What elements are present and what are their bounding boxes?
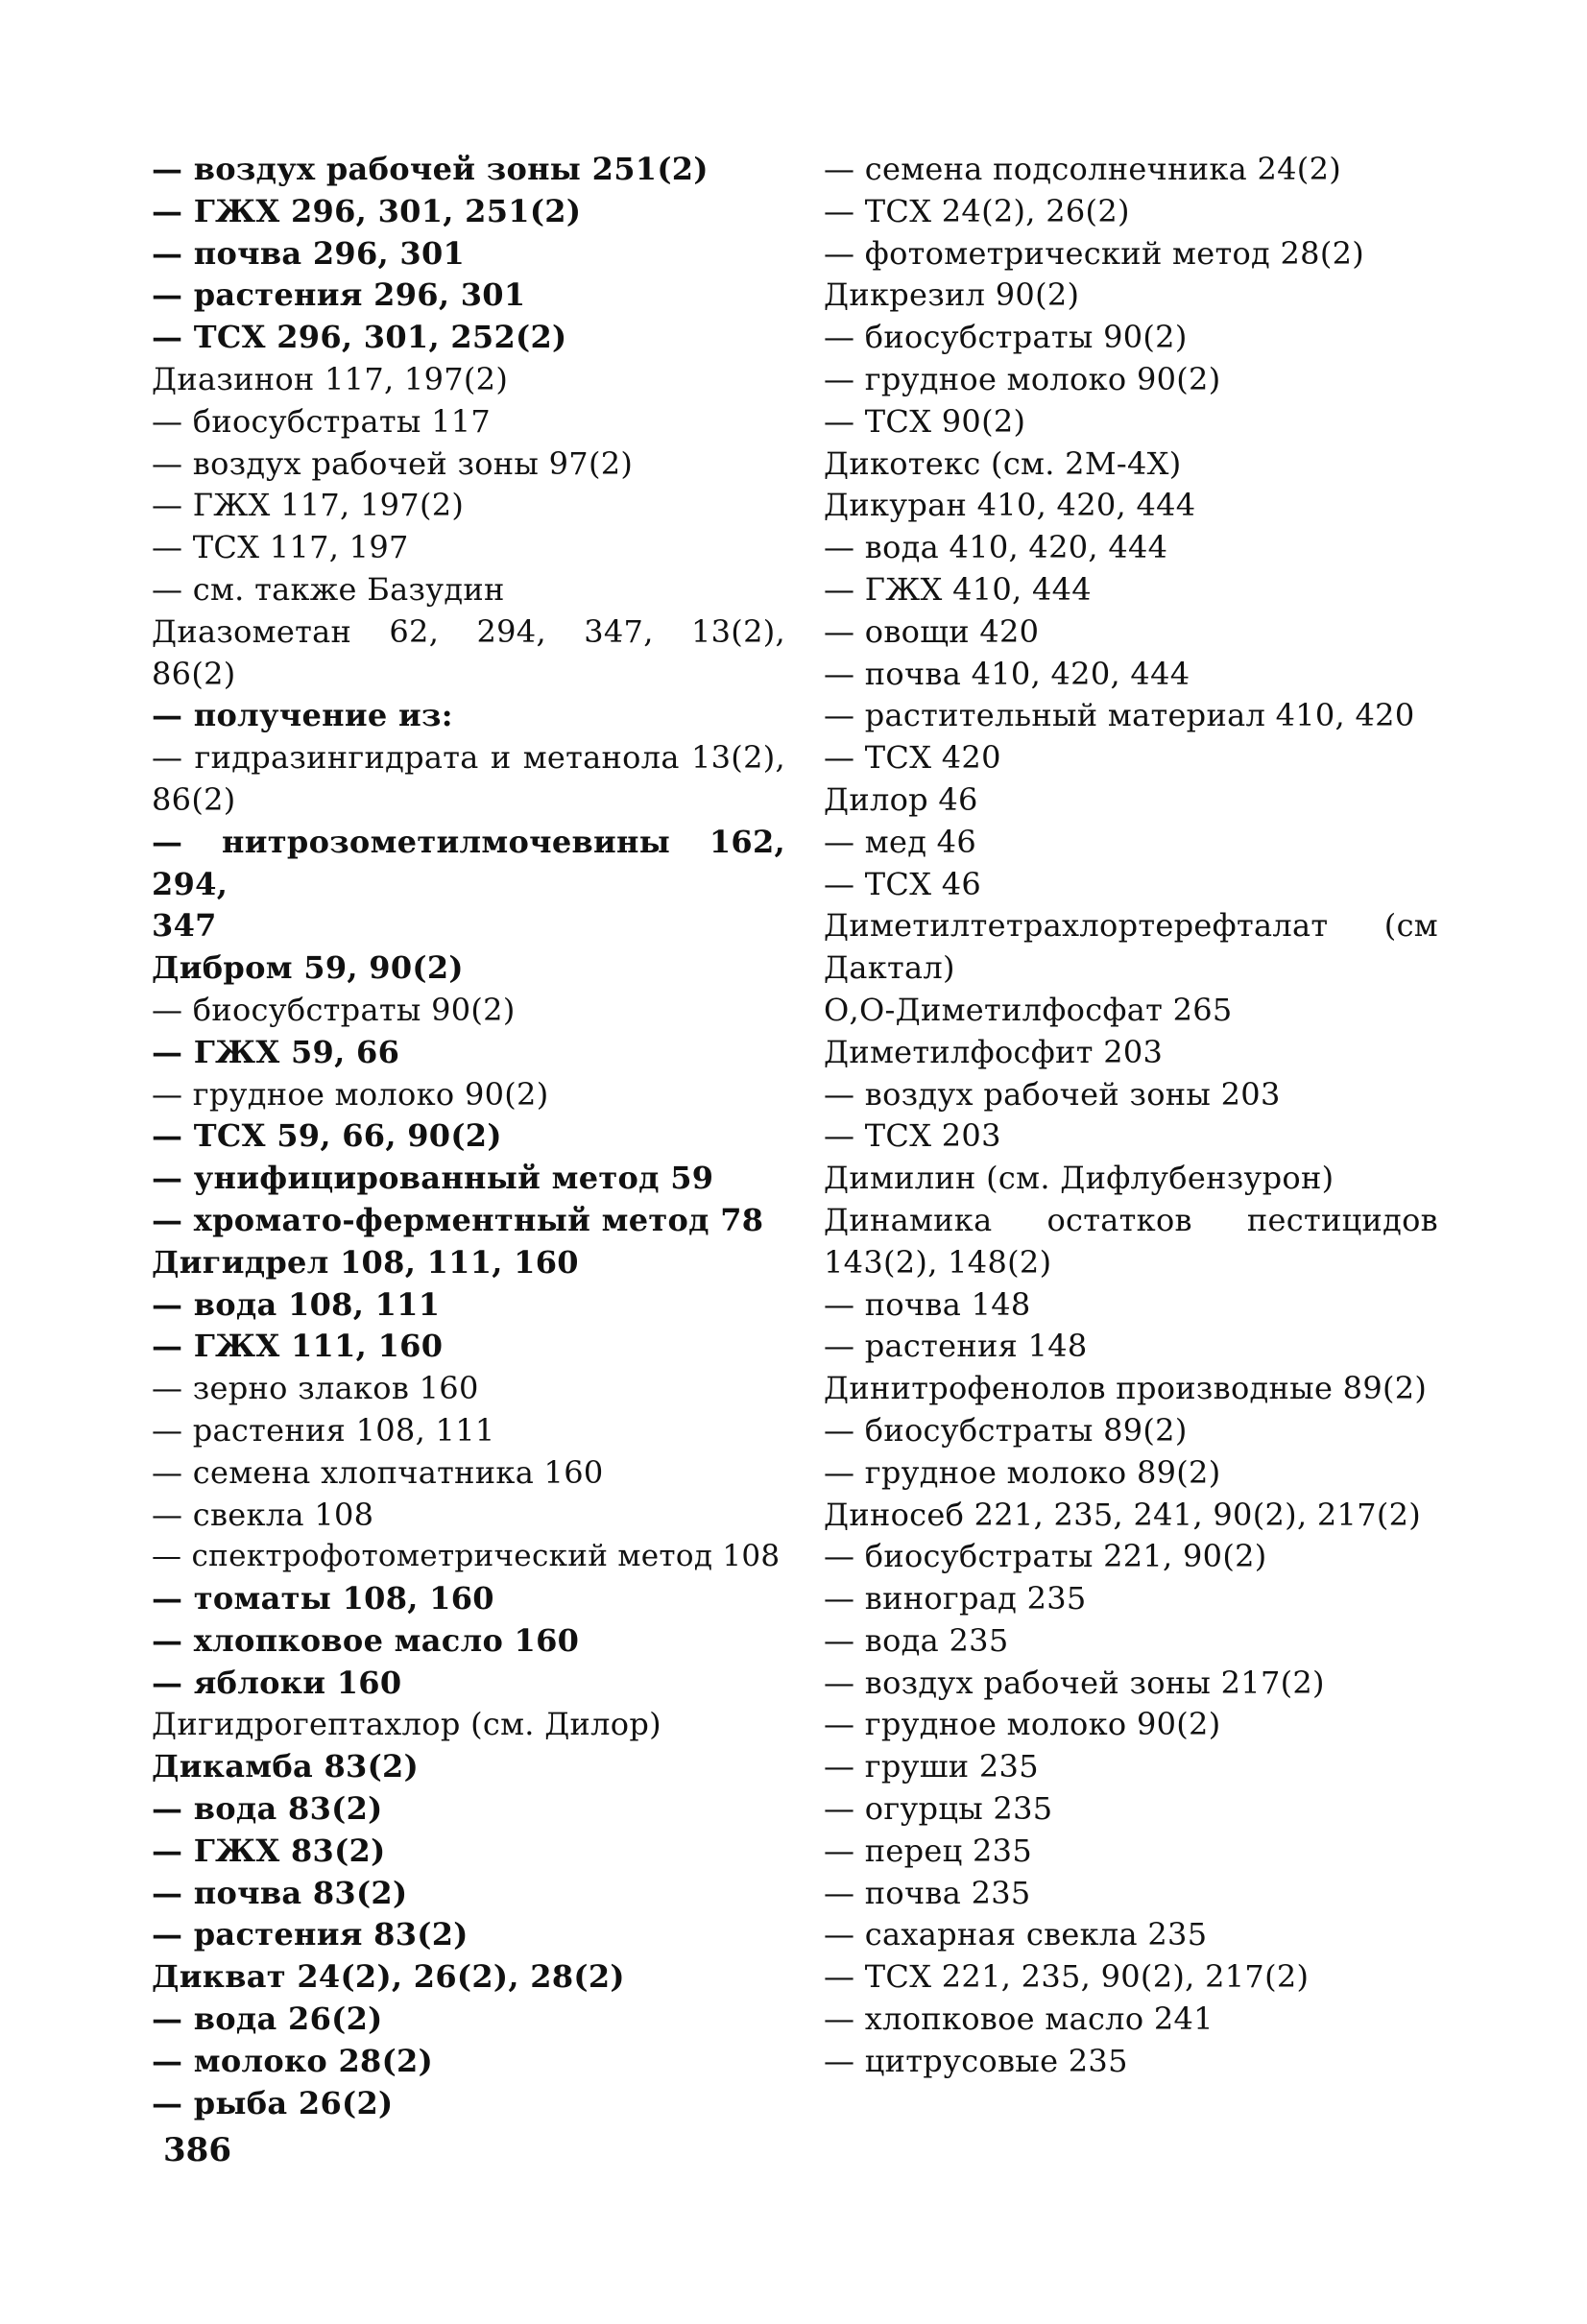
index-entry: — цитрусовые 235 [824,2042,1128,2079]
index-entry: — воздух рабочей зоны 203 [824,1075,1281,1113]
index-entry: — хлопковое масло 160 [152,1621,580,1659]
index-entry: — ТСХ 203 [824,1117,1001,1155]
index-entry: — растительный материал 410, 420 [824,697,1415,734]
index-entry: — зерно злаков 160 [152,1370,479,1407]
index-entry: — хлопковое масло 241 [824,2001,1214,2038]
index-entry: — хромато-ферментный метод 78 [152,1201,764,1238]
index-entry: Диносеб 221, 235, 241, 90(2), 217(2) [824,1496,1422,1533]
index-entry: Диметилфосфит 203 [824,1033,1164,1070]
index-entry: — растения 148 [824,1328,1088,1365]
index-entry: — растения 108, 111 [152,1411,495,1449]
index-entry: Динамика остатков пестицидов [824,1201,1438,1238]
index-entry: — биосубстраты 90(2) [152,991,516,1028]
index-entry: — мед 46 [824,823,976,860]
index-entry: — овощи 420 [824,612,1040,650]
index-entry: — биосубстраты 221, 90(2) [824,1538,1267,1575]
index-entry: — см. также Базудин [152,570,505,608]
index-entry: — получение из: [152,697,453,734]
index-entry: — ТСХ 296, 301, 252(2) [152,319,567,356]
index-entry: — вода 235 [824,1621,1009,1659]
index-entry: — растения 296, 301 [152,276,526,314]
index-entry: — томаты 108, 160 [152,1580,494,1617]
index-entry: 86(2) [152,655,236,692]
index-entry: — ТСХ 24(2), 26(2) [824,192,1130,229]
index-entry: — груши 235 [824,1748,1039,1785]
index-entry: 347 [152,907,217,945]
index-entry: — семена хлопчатника 160 [152,1453,604,1491]
index-entry: — огурцы 235 [824,1790,1053,1828]
index-entry: — растения 83(2) [152,1916,469,1953]
index-entry: — вода 26(2) [152,2001,383,2038]
index-column-right [824,149,1438,2083]
index-entry: — биосубстраты 117 [152,402,492,440]
index-entry: — спектрофотометрический метод 108 [152,1539,781,1574]
index-entry: — молоко 28(2) [152,2042,434,2079]
index-entry: — вода 83(2) [152,1790,383,1828]
index-entry: Диазинон 117, 197(2) [152,360,509,397]
index-entry: — ТСХ 90(2) [824,402,1026,440]
index-entry: Димилин (см. Дифлубензурон) [824,1160,1335,1197]
index-entry: — почва 148 [824,1285,1031,1323]
index-entry: Дигидрогептахлор (см. Дилор) [152,1706,661,1743]
index-entry: — биосубстраты 90(2) [824,319,1188,356]
index-entry: — рыба 26(2) [152,2084,394,2121]
index-entry: — воздух рабочей зоны 97(2) [152,444,634,482]
index-entry: О,О-Диметилфосфат 265 [824,991,1233,1028]
index-entry: — ТСХ 59, 66, 90(2) [152,1117,502,1155]
index-entry: 143(2), 148(2) [824,1243,1052,1281]
index-entry: Динитрофенолов производные 89(2) [824,1370,1428,1407]
index-entry: — нитрозометилмочевины 162, 294, [152,823,785,902]
index-entry: — почва 410, 420, 444 [824,655,1190,692]
index-entry: — сахарная свекла 235 [824,1916,1208,1953]
index-entry: Дикотекс (см. 2М-4Х) [824,444,1182,482]
index-entry: — ГЖХ 410, 444 [824,570,1092,608]
index-entry: Дикват 24(2), 26(2), 28(2) [152,1958,625,1996]
index-entry: Диметилтетрахлортерефталат (см [824,907,1438,945]
index-entry: — грудное молоко 90(2) [152,1075,549,1113]
index-entry: Дикрезил 90(2) [824,276,1080,314]
index-entry: — ТСХ 420 [824,739,1001,777]
index-entry: — грудное молоко 90(2) [824,1706,1221,1743]
index-entry: — ГЖХ 117, 197(2) [152,487,465,524]
index-entry: — свекла 108 [152,1496,374,1533]
index-entry: — ТСХ 117, 197 [152,529,409,566]
index-entry: — яблоки 160 [152,1664,402,1701]
index-entry: — воздух рабочей зоны 251(2) [152,151,709,187]
index-entry: Дилор 46 [824,780,978,818]
index-entry: — ГЖХ 111, 160 [152,1328,444,1365]
index-entry: — гидразингидрата и метанола 13(2), [152,739,785,777]
index-column-left [152,149,785,2124]
index-entry: — ГЖХ 59, 66 [152,1033,400,1070]
index-entry: — вода 108, 111 [152,1285,441,1323]
index-entry: — вода 410, 420, 444 [824,529,1168,566]
index-entry: Диазометан 62, 294, 347, 13(2), [152,612,785,650]
index-entry: 86(2) [152,780,236,818]
index-entry: — унифицированный метод 59 [152,1160,714,1197]
index-entry: — перец 235 [824,1832,1032,1869]
index-entry: — семена подсолнечника 24(2) [824,151,1342,187]
index-entry: Дактал) [824,949,955,987]
index-entry: — ТСХ 221, 235, 90(2), 217(2) [824,1958,1310,1996]
index-entry: — почва 235 [824,1874,1031,1911]
index-entry: — почва 296, 301 [152,234,466,272]
index-entry: — ГЖХ 296, 301, 251(2) [152,192,582,229]
index-entry: Дигидрел 108, 111, 160 [152,1243,579,1281]
index-entry: — фотометрический метод 28(2) [824,234,1365,272]
index-entry: Дибром 59, 90(2) [152,949,464,987]
index-entry: Дикамба 83(2) [152,1748,420,1785]
page-number: 386 [163,2131,231,2169]
index-entry: — ТСХ 46 [824,865,982,902]
index-entry: — виноград 235 [824,1580,1087,1617]
index-entry: — биосубстраты 89(2) [824,1411,1188,1449]
index-entry: — ГЖХ 83(2) [152,1832,386,1869]
index-entry: — воздух рабочей зоны 217(2) [824,1664,1325,1701]
index-entry: — грудное молоко 89(2) [824,1453,1221,1491]
index-entry: — грудное молоко 90(2) [824,360,1221,397]
index-entry: Дикуран 410, 420, 444 [824,487,1196,524]
index-entry: — почва 83(2) [152,1874,408,1911]
